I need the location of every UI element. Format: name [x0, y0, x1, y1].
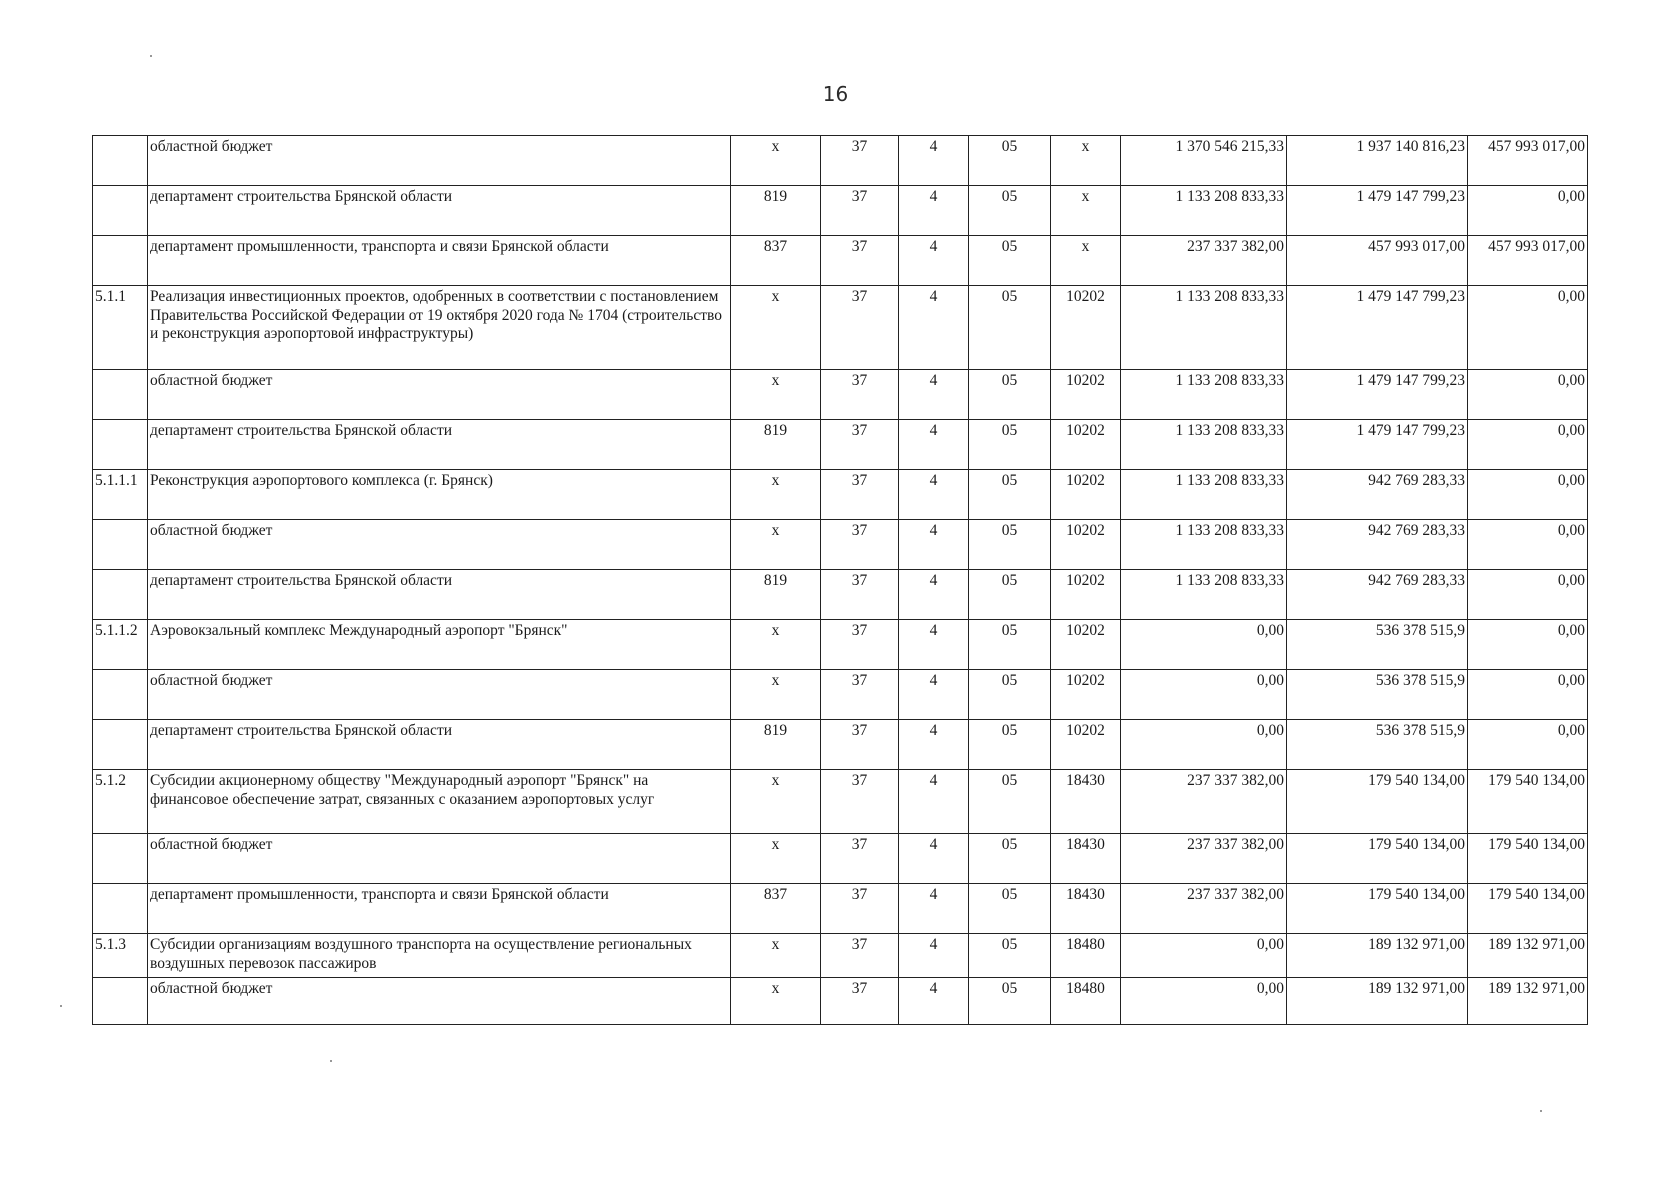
row-direction: 18430 [1051, 884, 1121, 934]
table-row [93, 834, 1588, 884]
table-row [93, 720, 1588, 770]
row-year3: 0,00 [1468, 720, 1588, 770]
table-body [93, 136, 1588, 1025]
row-om: 05 [969, 884, 1051, 934]
row-gp: 37 [821, 834, 899, 884]
row-direction: 10202 [1051, 470, 1121, 520]
row-year2: 536 378 515,9 [1287, 720, 1468, 770]
row-year1: 1 133 208 833,33 [1121, 420, 1287, 470]
row-grbs: 819 [731, 420, 821, 470]
row-name: департамент промышленности, транспорта и связи Брянской области [148, 236, 731, 286]
row-year3: 0,00 [1468, 670, 1588, 720]
row-gp: 37 [821, 570, 899, 620]
row-number: 5.1.1 [93, 286, 148, 370]
row-gp: 37 [821, 978, 899, 1025]
row-year2: 1 479 147 799,23 [1287, 420, 1468, 470]
table-row [93, 286, 1588, 370]
row-number [93, 136, 148, 186]
row-year2: 536 378 515,9 [1287, 670, 1468, 720]
row-name: департамент строительства Брянской области [148, 186, 731, 236]
row-pgp: 4 [899, 520, 969, 570]
row-number: 5.1.1.1 [93, 470, 148, 520]
row-name: Реализация инвестиционных проектов, одобренных в соответствии с постановлением Правительства Российской Федерации от 19 октября 2020 года № 1704 (строительство и реконструкция аэропортовой инфраструктуры) [148, 286, 731, 370]
row-year2: 1 937 140 816,23 [1287, 136, 1468, 186]
row-om: 05 [969, 720, 1051, 770]
row-pgp: 4 [899, 884, 969, 934]
row-grbs: 819 [731, 186, 821, 236]
row-year1: 1 133 208 833,33 [1121, 370, 1287, 420]
row-gp: 37 [821, 236, 899, 286]
row-om: 05 [969, 370, 1051, 420]
row-number [93, 720, 148, 770]
row-om: 05 [969, 420, 1051, 470]
table-row [93, 370, 1588, 420]
row-gp: 37 [821, 934, 899, 978]
row-gp: 37 [821, 770, 899, 834]
row-name: департамент строительства Брянской области [148, 720, 731, 770]
table-row [93, 236, 1588, 286]
row-number [93, 978, 148, 1025]
row-pgp: 4 [899, 570, 969, 620]
row-gp: 37 [821, 420, 899, 470]
row-grbs: х [731, 136, 821, 186]
row-direction: 10202 [1051, 520, 1121, 570]
row-name: областной бюджет [148, 670, 731, 720]
row-pgp: 4 [899, 770, 969, 834]
row-om: 05 [969, 186, 1051, 236]
row-year1: 237 337 382,00 [1121, 236, 1287, 286]
row-year1: 1 133 208 833,33 [1121, 186, 1287, 236]
row-direction: 10202 [1051, 420, 1121, 470]
row-grbs: х [731, 670, 821, 720]
row-year2: 179 540 134,00 [1287, 834, 1468, 884]
row-year3: 0,00 [1468, 186, 1588, 236]
row-pgp: 4 [899, 286, 969, 370]
row-grbs: х [731, 834, 821, 884]
row-direction: х [1051, 236, 1121, 286]
row-pgp: 4 [899, 834, 969, 884]
row-grbs: х [731, 370, 821, 420]
row-number [93, 420, 148, 470]
row-year1: 1 370 546 215,33 [1121, 136, 1287, 186]
row-pgp: 4 [899, 978, 969, 1025]
row-name: департамент строительства Брянской области [148, 570, 731, 620]
row-grbs: х [731, 978, 821, 1025]
row-om: 05 [969, 470, 1051, 520]
row-om: 05 [969, 978, 1051, 1025]
row-pgp: 4 [899, 934, 969, 978]
row-year1: 237 337 382,00 [1121, 834, 1287, 884]
row-year2: 179 540 134,00 [1287, 770, 1468, 834]
row-name: областной бюджет [148, 520, 731, 570]
row-gp: 37 [821, 720, 899, 770]
row-gp: 37 [821, 884, 899, 934]
row-direction: 10202 [1051, 370, 1121, 420]
row-direction: х [1051, 186, 1121, 236]
row-number: 5.1.2 [93, 770, 148, 834]
budget-table [92, 135, 1588, 1025]
row-pgp: 4 [899, 420, 969, 470]
row-grbs: 837 [731, 236, 821, 286]
row-year2: 942 769 283,33 [1287, 470, 1468, 520]
row-year3: 457 993 017,00 [1468, 136, 1588, 186]
row-pgp: 4 [899, 670, 969, 720]
row-om: 05 [969, 770, 1051, 834]
row-grbs: 837 [731, 884, 821, 934]
row-grbs: х [731, 470, 821, 520]
row-name: областной бюджет [148, 978, 731, 1025]
row-year1: 0,00 [1121, 934, 1287, 978]
row-pgp: 4 [899, 620, 969, 670]
row-year2: 942 769 283,33 [1287, 570, 1468, 620]
table-row [93, 470, 1588, 520]
row-gp: 37 [821, 286, 899, 370]
row-number [93, 570, 148, 620]
row-name: Субсидии организациям воздушного транспорта на осуществление региональных воздушных перевозок пассажиров [148, 934, 731, 978]
table-row [93, 884, 1588, 934]
table-row [93, 934, 1588, 978]
row-year2: 189 132 971,00 [1287, 934, 1468, 978]
row-grbs: х [731, 770, 821, 834]
row-grbs: х [731, 620, 821, 670]
row-grbs: х [731, 934, 821, 978]
page-number: 16 [822, 82, 849, 106]
row-gp: 37 [821, 470, 899, 520]
row-gp: 37 [821, 186, 899, 236]
row-om: 05 [969, 236, 1051, 286]
row-year2: 457 993 017,00 [1287, 236, 1468, 286]
row-year3: 0,00 [1468, 286, 1588, 370]
row-year1: 1 133 208 833,33 [1121, 286, 1287, 370]
row-direction: 10202 [1051, 620, 1121, 670]
row-direction: 10202 [1051, 720, 1121, 770]
row-year2: 536 378 515,9 [1287, 620, 1468, 670]
row-direction: 10202 [1051, 286, 1121, 370]
row-pgp: 4 [899, 186, 969, 236]
row-year3: 189 132 971,00 [1468, 934, 1588, 978]
row-year3: 179 540 134,00 [1468, 884, 1588, 934]
row-year3: 0,00 [1468, 470, 1588, 520]
row-year2: 189 132 971,00 [1287, 978, 1468, 1025]
table-row [93, 520, 1588, 570]
table-row [93, 186, 1588, 236]
row-name: Реконструкция аэропортового комплекса (г. Брянск) [148, 470, 731, 520]
row-direction: 18430 [1051, 834, 1121, 884]
row-number [93, 834, 148, 884]
row-year2: 1 479 147 799,23 [1287, 286, 1468, 370]
row-number: 5.1.3 [93, 934, 148, 978]
row-gp: 37 [821, 370, 899, 420]
row-grbs: х [731, 520, 821, 570]
row-gp: 37 [821, 620, 899, 670]
row-year3: 0,00 [1468, 620, 1588, 670]
row-number [93, 670, 148, 720]
row-om: 05 [969, 570, 1051, 620]
table-row [93, 136, 1588, 186]
row-pgp: 4 [899, 136, 969, 186]
scan-speck [60, 1005, 62, 1007]
row-year2: 1 479 147 799,23 [1287, 370, 1468, 420]
row-pgp: 4 [899, 370, 969, 420]
row-grbs: 819 [731, 570, 821, 620]
row-om: 05 [969, 286, 1051, 370]
row-name: Аэровокзальный комплекс Международный аэропорт "Брянск" [148, 620, 731, 670]
table-row [93, 978, 1588, 1025]
row-year2: 1 479 147 799,23 [1287, 186, 1468, 236]
row-year1: 1 133 208 833,33 [1121, 520, 1287, 570]
row-year1: 237 337 382,00 [1121, 884, 1287, 934]
row-om: 05 [969, 670, 1051, 720]
scan-speck [1540, 1110, 1542, 1112]
table-row [93, 420, 1588, 470]
row-number [93, 884, 148, 934]
row-year1: 0,00 [1121, 670, 1287, 720]
row-year3: 179 540 134,00 [1468, 834, 1588, 884]
row-year3: 0,00 [1468, 520, 1588, 570]
row-name: Субсидии акционерному обществу "Международный аэропорт "Брянск" на финансовое обеспечение затрат, связанных с оказанием аэропортовых услуг [148, 770, 731, 834]
row-gp: 37 [821, 520, 899, 570]
row-year1: 1 133 208 833,33 [1121, 570, 1287, 620]
row-year1: 0,00 [1121, 720, 1287, 770]
row-year1: 1 133 208 833,33 [1121, 470, 1287, 520]
row-direction: 18480 [1051, 978, 1121, 1025]
row-om: 05 [969, 834, 1051, 884]
row-name: областной бюджет [148, 370, 731, 420]
row-year3: 457 993 017,00 [1468, 236, 1588, 286]
row-grbs: х [731, 286, 821, 370]
row-direction: 18430 [1051, 770, 1121, 834]
row-gp: 37 [821, 670, 899, 720]
scan-speck [330, 1060, 332, 1062]
table-row [93, 570, 1588, 620]
table-row [93, 620, 1588, 670]
row-name: областной бюджет [148, 834, 731, 884]
table-row [93, 670, 1588, 720]
row-number [93, 520, 148, 570]
row-direction: х [1051, 136, 1121, 186]
row-om: 05 [969, 520, 1051, 570]
row-number: 5.1.1.2 [93, 620, 148, 670]
table-row [93, 770, 1588, 834]
row-number [93, 370, 148, 420]
row-year3: 0,00 [1468, 570, 1588, 620]
row-year1: 0,00 [1121, 978, 1287, 1025]
row-om: 05 [969, 620, 1051, 670]
row-name: областной бюджет [148, 136, 731, 186]
row-year2: 179 540 134,00 [1287, 884, 1468, 934]
row-gp: 37 [821, 136, 899, 186]
row-year1: 237 337 382,00 [1121, 770, 1287, 834]
row-om: 05 [969, 934, 1051, 978]
row-year2: 942 769 283,33 [1287, 520, 1468, 570]
row-name: департамент строительства Брянской области [148, 420, 731, 470]
row-name: департамент промышленности, транспорта и связи Брянской области [148, 884, 731, 934]
row-number [93, 236, 148, 286]
row-pgp: 4 [899, 720, 969, 770]
row-pgp: 4 [899, 470, 969, 520]
row-year3: 189 132 971,00 [1468, 978, 1588, 1025]
row-direction: 10202 [1051, 570, 1121, 620]
scan-speck [150, 55, 152, 57]
row-direction: 10202 [1051, 670, 1121, 720]
row-number [93, 186, 148, 236]
row-year3: 179 540 134,00 [1468, 770, 1588, 834]
row-pgp: 4 [899, 236, 969, 286]
row-grbs: 819 [731, 720, 821, 770]
row-direction: 18480 [1051, 934, 1121, 978]
row-year3: 0,00 [1468, 420, 1588, 470]
row-year3: 0,00 [1468, 370, 1588, 420]
row-om: 05 [969, 136, 1051, 186]
row-year1: 0,00 [1121, 620, 1287, 670]
